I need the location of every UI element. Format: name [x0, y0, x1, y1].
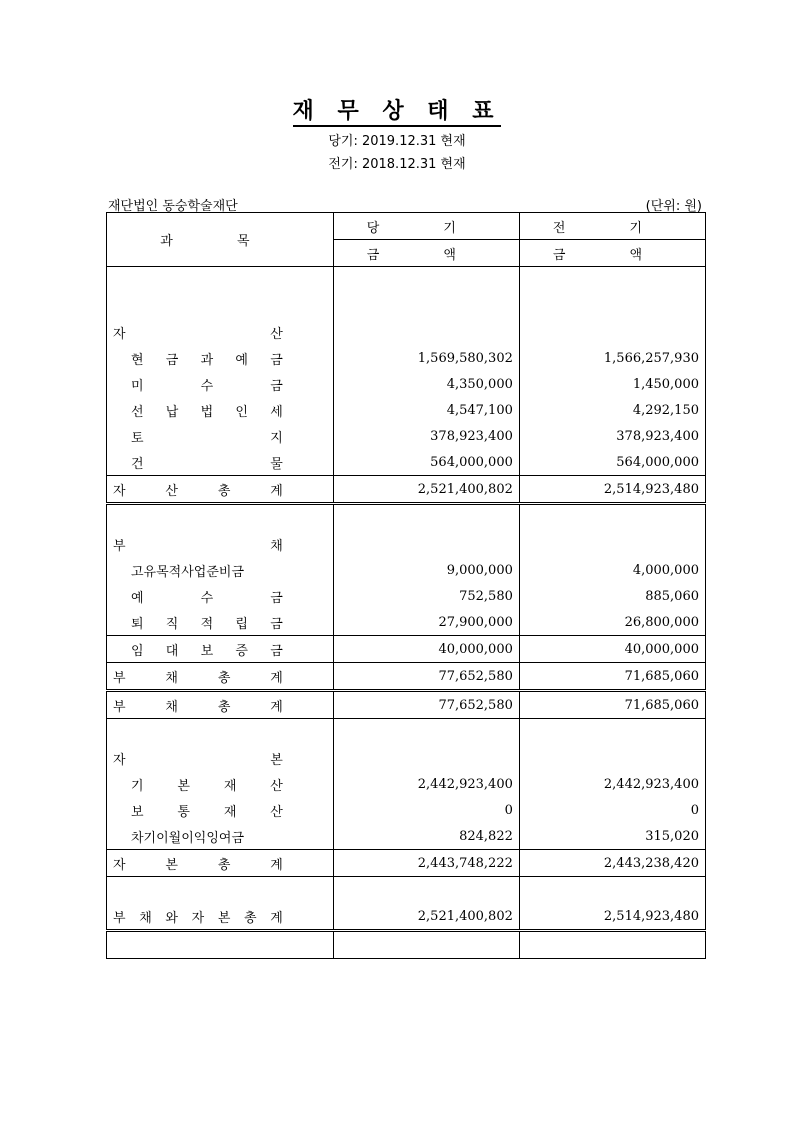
header-row	[107, 213, 706, 240]
amount-prior: 1,450,000	[519, 371, 705, 397]
header-account: 과 목	[107, 213, 334, 267]
amount-current: 752,580	[333, 583, 519, 609]
table-row: 기 본 재 산 2,442,923,400 2,442,923,400	[107, 771, 706, 797]
table-row: 현 금 과 예 금 1,569,580,302 1,566,257,930	[107, 345, 706, 371]
amount-prior: 0	[519, 797, 705, 823]
total-row-assets: 자 산 총 계 2,521,400,802 2,514,923,480	[107, 476, 706, 504]
unit-label: (단위: 원)	[645, 199, 702, 214]
table-row: 토 지 378,923,400 378,923,400	[107, 423, 706, 449]
table-row: 퇴 직 적 립 금 27,900,000 26,800,000	[107, 609, 706, 636]
organization-name: 재단법인 동숭학술재단	[108, 199, 238, 214]
amount-current: 0	[333, 797, 519, 823]
header-current: 당 기	[333, 213, 519, 240]
subtotal-row-liabilities: 부 채 총 계 77,652,580 71,685,060	[107, 663, 706, 691]
table-row	[107, 557, 706, 583]
total-prior: 2,443,238,420	[519, 850, 705, 877]
total-row-equity: 자 본 총 계 2,443,748,222 2,443,238,420	[107, 850, 706, 877]
table-row	[107, 823, 706, 850]
amount-prior: 1,566,257,930	[519, 345, 705, 371]
amount-current: 1,569,580,302	[333, 345, 519, 371]
table-row: 미 수 금 4,350,000 1,450,000	[107, 371, 706, 397]
current-period: 당기: 2019.12.31 현재	[328, 134, 466, 149]
section-label: 자 본	[107, 745, 334, 771]
subtotal-current: 77,652,580	[333, 663, 519, 691]
amount-prior: 4,000,000	[519, 557, 705, 583]
amount-prior: 40,000,000	[519, 636, 705, 663]
prior-period: 전기: 2018.12.31 현재	[328, 157, 466, 172]
section-row-assets	[107, 319, 706, 345]
grand-total-current: 2,521,400,802	[333, 903, 519, 931]
total-current: 2,521,400,802	[333, 476, 519, 504]
amount-current: 27,900,000	[333, 609, 519, 636]
page-title: 재 무 상 태 표	[0, 94, 794, 125]
amount-prior: 885,060	[519, 583, 705, 609]
total-row-liabilities: 부 채 총 계 77,652,580 71,685,060	[107, 691, 706, 719]
amount-prior: 378,923,400	[519, 423, 705, 449]
amount-prior: 26,800,000	[519, 609, 705, 636]
total-current: 77,652,580	[333, 691, 519, 719]
table-row: 예 수 금 752,580 885,060	[107, 583, 706, 609]
amount-current: 4,350,000	[333, 371, 519, 397]
amount-current: 9,000,000	[333, 557, 519, 583]
amount-prior: 4,292,150	[519, 397, 705, 423]
total-prior: 2,514,923,480	[519, 476, 705, 504]
amount-current: 824,822	[333, 823, 519, 850]
table-row: 건 물 564,000,000 564,000,000	[107, 449, 706, 476]
section-label: 부 채	[107, 531, 334, 557]
amount-prior: 2,442,923,400	[519, 771, 705, 797]
amount-prior: 315,020	[519, 823, 705, 850]
amount-current: 2,442,923,400	[333, 771, 519, 797]
account-label: 차기이월이익잉여금	[107, 823, 334, 850]
header-prior: 전 기	[519, 213, 705, 240]
section-label: 자 산	[107, 319, 334, 345]
account-label: 고유목적사업준비금	[107, 557, 334, 583]
total-prior: 71,685,060	[519, 691, 705, 719]
section-row-equity	[107, 745, 706, 771]
table-row: 선 납 법 인 세 4,547,100 4,292,150	[107, 397, 706, 423]
grand-total-row: 부 채 와 자 본 총 계 2,521,400,802 2,514,923,480	[107, 903, 706, 931]
total-current: 2,443,748,222	[333, 850, 519, 877]
header-amount-current: 금 액	[333, 240, 519, 267]
amount-current: 40,000,000	[333, 636, 519, 663]
section-row-liabilities	[107, 531, 706, 557]
amount-current: 378,923,400	[333, 423, 519, 449]
header-amount-prior: 금 액	[519, 240, 705, 267]
balance-sheet-table	[106, 212, 706, 959]
table-row: 임 대 보 증 금 40,000,000 40,000,000	[107, 636, 706, 663]
amount-current: 564,000,000	[333, 449, 519, 476]
amount-current: 4,547,100	[333, 397, 519, 423]
amount-prior: 564,000,000	[519, 449, 705, 476]
grand-total-prior: 2,514,923,480	[519, 903, 705, 931]
subtotal-prior: 71,685,060	[519, 663, 705, 691]
table-row: 보 통 재 산 0 0	[107, 797, 706, 823]
